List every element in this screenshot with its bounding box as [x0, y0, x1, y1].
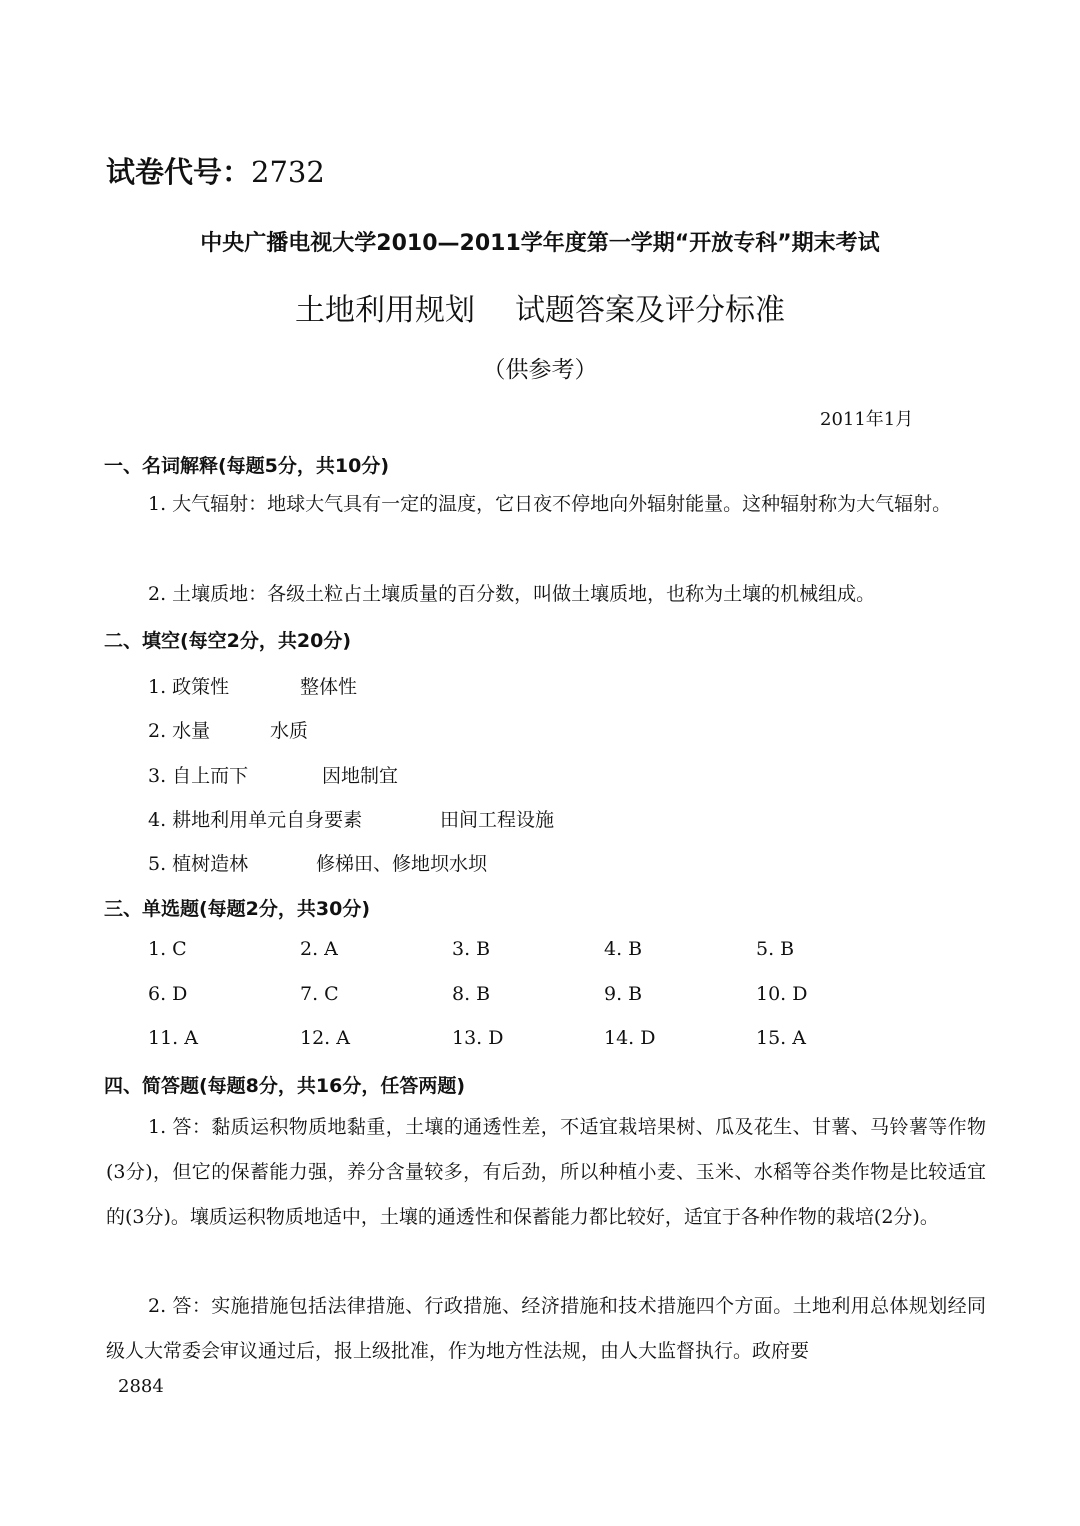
answer-12: 12. A — [300, 1027, 350, 1049]
paper-code-label: 试卷代号： — [106, 155, 252, 189]
fill-item-2-b: 水质 — [270, 720, 309, 742]
answer-3: 3. B — [452, 938, 491, 960]
answer-4: 4. B — [604, 938, 643, 960]
section-1-heading: 一、名词解释(每题5分，共10分) — [104, 455, 390, 477]
course-name: 土地利用规划 — [295, 293, 475, 328]
exam-date: 2011年1月 — [820, 409, 914, 430]
answer-7: 7. C — [300, 983, 339, 1005]
fill-item-5-b: 修梯田、修地坝水坝 — [316, 853, 488, 875]
answer-10: 10. D — [756, 983, 808, 1005]
fill-item-2 — [148, 716, 308, 743]
answer-9: 9. B — [604, 983, 643, 1005]
answer-1: 1. C — [148, 938, 187, 960]
section-2-heading: 二、填空(每空2分，共20分) — [104, 630, 352, 652]
fill-item-1-b: 整体性 — [300, 676, 358, 698]
answer-13: 13. D — [452, 1027, 504, 1049]
fill-item-3-b: 因地制宜 — [322, 765, 399, 787]
answer-2: 2. A — [300, 938, 338, 960]
answer-6: 6. D — [148, 983, 188, 1005]
fill-item-1-a: 1. 政策性 — [148, 676, 230, 698]
answer-row — [148, 938, 908, 960]
section-4-heading: 四、简答题(每题8分，共16分，任答两题) — [104, 1075, 466, 1097]
section-1-item-2: 2. 土壤质地：各级土粒占土壤质量的百分数，叫做土壤质地，也称为土壤的机械组成。 — [148, 583, 876, 605]
fill-item-1 — [148, 672, 357, 699]
fill-item-3 — [148, 761, 398, 788]
section-3-heading: 三、单选题(每题2分，共30分) — [104, 898, 371, 920]
answer-14: 14. D — [604, 1027, 656, 1049]
answer-row — [148, 1027, 908, 1049]
fill-item-2-a: 2. 水量 — [148, 720, 211, 742]
exam-title: 中央广播电视大学2010—2011学年度第一学期“开放专科”期末考试 — [200, 231, 880, 256]
answer-5: 5. B — [756, 938, 795, 960]
fill-item-4 — [148, 805, 554, 832]
fill-item-5-a: 5. 植树造林 — [148, 853, 249, 875]
fill-item-3-a: 3. 自上而下 — [148, 765, 249, 787]
section-1-item-1: 1. 大气辐射：地球大气具有一定的温度，它日夜不停地向外辐射能量。这种辐射称为大气辐射。 — [148, 493, 952, 515]
fill-item-4-a: 4. 耕地利用单元自身要素 — [148, 809, 363, 831]
answer-15: 15. A — [756, 1027, 806, 1049]
page-number: 2884 — [118, 1376, 164, 1397]
section-4-answer-1: 1. 答：黏质运积物质地黏重，土壤的通透性差，不适宜栽培果树、瓜及花生、甘薯、马铃薯等作物(3分)，但它的保蓄能力强，养分含量较多，有后劲，所以种植小麦、玉米、水稻等谷类作物是比较适宜的(3分)。壤质运积物质地适中，土壤的通透性和保蓄能力都比较好，适宜于各种作物的栽培(2分)。 — [106, 1116, 986, 1228]
answer-11: 11. A — [148, 1027, 198, 1049]
fill-item-5 — [148, 849, 487, 876]
fill-item-4-b: 田间工程设施 — [440, 809, 555, 831]
main-title — [0, 285, 1080, 329]
document-type: 试题答案及评分标准 — [515, 293, 785, 328]
paper-code — [106, 150, 325, 191]
answer-8: 8. B — [452, 983, 491, 1005]
subtitle: （供参考） — [482, 357, 598, 383]
section-4-answer-2: 2. 答：实施措施包括法律措施、行政措施、经济措施和技术措施四个方面。土地利用总体规划经同级人大常委会审议通过后，报上级批准，作为地方性法规，由人大监督执行。政府要 — [106, 1295, 986, 1362]
paper-code-value: 2732 — [251, 155, 325, 189]
answer-row — [148, 983, 908, 1005]
